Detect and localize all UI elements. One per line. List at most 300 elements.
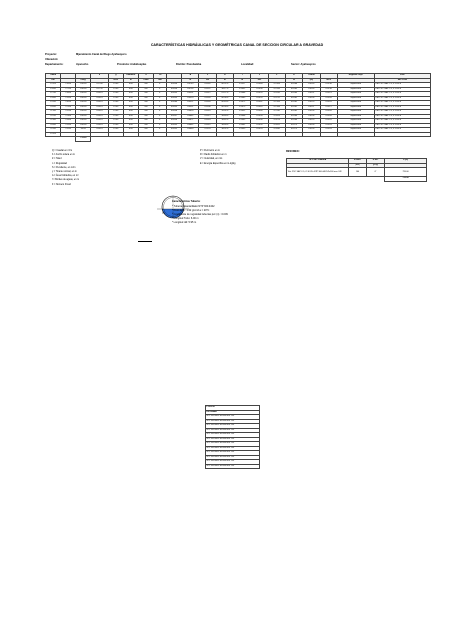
- header-cell: θ: [138, 74, 153, 79]
- blank-cell: [349, 177, 367, 182]
- table-cell: 0.0474: [91, 96, 108, 101]
- header-cell: Clase: [138, 78, 153, 83]
- resumen-subheader: (pulg): [367, 163, 385, 168]
- table-cell: 0.0474: [91, 114, 108, 119]
- table-cell: 0.0280: [285, 119, 302, 124]
- table-cell: 6.00: [123, 128, 138, 133]
- table-cell: 38.62%: [216, 119, 233, 124]
- header-cell: SECCIÓN: [374, 78, 430, 83]
- table-cell: Tub. PVC SAP C-5, 6"-6 KPa: [374, 123, 430, 128]
- pozuta-table: [205, 405, 260, 469]
- legend-item: Z = Talud: [52, 158, 62, 161]
- table-cell: 0.1458: [251, 87, 268, 92]
- table-cell: 6": [154, 105, 167, 110]
- table-cell: 0.0216: [320, 87, 337, 92]
- table-cell: [138, 132, 153, 137]
- legend-item: b = Ancho solera en m: [52, 154, 75, 157]
- table-cell: 0.0705: [182, 87, 199, 92]
- table-cell: 0.2040: [268, 128, 285, 133]
- table-cell: 0.0328: [199, 101, 216, 106]
- table-cell: 6.00: [123, 92, 138, 97]
- table-cell: 38.17%: [216, 87, 233, 92]
- table-cell: [123, 132, 138, 137]
- table-cell: 0.0749: [182, 83, 199, 88]
- table-cell: 0.1475: [234, 105, 251, 110]
- table-cell: 100.00: [76, 87, 91, 92]
- table-cell: 0.0314: [199, 119, 216, 124]
- table-cell: 2+450: [61, 119, 76, 124]
- resumen-cell: 733.00: [385, 168, 427, 177]
- table-cell: 0.0221: [320, 92, 337, 97]
- resumen-table: [286, 158, 427, 182]
- table-cell: 2+450: [46, 123, 61, 128]
- table-cell: 0.0226: [320, 110, 337, 115]
- pozuta-cell: NTP 360.4402 Ø=160 mm. U/F: [206, 442, 260, 447]
- table-cell: 6.00: [123, 123, 138, 128]
- table-cell: 0.0229: [303, 101, 320, 106]
- table-cell: [199, 132, 216, 137]
- table-cell: [303, 132, 320, 137]
- legend-item: f = Bordes de aguas, en m: [52, 179, 80, 182]
- table-cell: [320, 132, 337, 137]
- table-cell: 0.0229: [320, 101, 337, 106]
- resumen-header: Ø inc.: [367, 159, 385, 164]
- table-cell: 2+050: [61, 101, 76, 106]
- resumen-cell: 160: [349, 168, 367, 177]
- header-cell: m: [216, 78, 233, 83]
- table-cell: 15.00: [108, 110, 123, 115]
- table-cell: Tub. PVC SAP C-5, 6"-6 KPa: [374, 128, 430, 133]
- table-cell: 0.0225: [320, 119, 337, 124]
- table-cell: 1+950: [61, 96, 76, 101]
- table-cell: 100.00: [76, 101, 91, 106]
- header-cell: Q: [108, 74, 123, 79]
- table-cell: 0.1484: [251, 83, 268, 88]
- table-cell: 0.0317: [199, 114, 216, 119]
- table-cell: 0.0225: [303, 119, 320, 124]
- table-cell: 0.1430: [251, 119, 268, 124]
- table-cell: Tub. PVC SAP C-5, 6"-6 KPa: [374, 96, 430, 101]
- header-cell: m/s: [251, 78, 268, 83]
- table-cell: 0.0474: [91, 123, 108, 128]
- blank-cell: [46, 137, 76, 142]
- table-cell: 0.0056: [167, 83, 182, 88]
- table-cell: 0.1527: [234, 83, 251, 88]
- table-cell: 0.0327: [199, 92, 216, 97]
- header-cell: P: [199, 74, 216, 79]
- table-cell: 0.0330: [199, 105, 216, 110]
- table-cell: 0.0281: [285, 110, 302, 115]
- table-cell: [154, 132, 167, 137]
- table-cell: 0.0910: [182, 96, 199, 101]
- table-cell: 0.0227: [303, 105, 320, 110]
- table-cell: 0.0056: [167, 87, 182, 92]
- resumen-header: TIPO DE TUBERIA: [287, 159, 349, 164]
- table-cell: 0.0311: [199, 128, 216, 133]
- table-cell: 0.1448: [234, 114, 251, 119]
- table-cell: 160: [138, 87, 153, 92]
- table-cell: 38.84%: [216, 114, 233, 119]
- table-cell: 0.1452: [234, 110, 251, 115]
- table-cell: Tub. PVC SAP C-5, 6"-6 KPa: [374, 92, 430, 97]
- table-cell: 0.1424: [251, 128, 268, 133]
- caracteristica-item: * Longitud Tubo: 6.00 m: [172, 217, 199, 220]
- table-cell: 6": [154, 101, 167, 106]
- departamento-label: Departamento:: [45, 63, 64, 66]
- table-cell: 0.1434: [251, 114, 268, 119]
- table-cell: 0.0279: [285, 128, 302, 133]
- table-cell: 0.0247: [199, 87, 216, 92]
- table-cell: 2+150: [61, 105, 76, 110]
- pozuta-cell: NTP 360.4402 Ø=160 mm. U/F: [206, 437, 260, 442]
- table-cell: 15.00: [108, 92, 123, 97]
- table-cell: 6.00: [123, 114, 138, 119]
- table-cell: 160: [138, 128, 153, 133]
- table-cell: 0.0901: [182, 92, 199, 97]
- table-cell: 0.0221: [303, 92, 320, 97]
- table-cell: 15.00: [108, 101, 123, 106]
- table-cell: 0.0224: [303, 128, 320, 133]
- legend-item: E = Energía Específica en m-kg/kg: [200, 162, 236, 165]
- caracteristica-item: * Peso Esp.: 1.42 g/cm3 a = 20°C: [172, 209, 210, 212]
- legend-symbols-2: [200, 149, 235, 166]
- table-cell: 2+350: [61, 114, 76, 119]
- table-cell: 6.00: [123, 110, 138, 115]
- pozuta-cell: NTP 360.4402 Ø=160 mm. U/F: [206, 446, 260, 451]
- table-cell: Supercrítico: [337, 83, 374, 88]
- table-cell: 0.1455: [251, 92, 268, 97]
- table-cell: 0.0890: [182, 110, 199, 115]
- table-cell: 0.0262: [199, 83, 216, 88]
- table-cell: Tub. PVC SAP C-5, 6"-6 KPa: [374, 119, 430, 124]
- table-cell: 0.1759: [91, 87, 108, 92]
- header-cell: m: [285, 78, 302, 83]
- resumen-header: L (m): [385, 159, 427, 164]
- table-cell: 0.0059: [167, 96, 182, 101]
- table-cell: [182, 132, 199, 137]
- resumen-subheader: (mm): [349, 163, 367, 168]
- table-cell: 0.2290: [268, 92, 285, 97]
- caracteristicas-title: Características Tubería:: [172, 200, 201, 203]
- table-cell: 38.40%: [216, 123, 233, 128]
- table-cell: [337, 132, 374, 137]
- table-cell: 0.1461: [251, 101, 268, 106]
- table-cell: 6.00: [123, 119, 138, 124]
- table-cell: 0.0059: [167, 92, 182, 97]
- caracteristica-item: * Coeficiente de rugosidad tuberías pvc (n) : 0.009: [172, 213, 228, 216]
- sector: Sector: Ayahuaycco: [291, 63, 316, 66]
- table-cell: 0.0226: [303, 96, 320, 101]
- table-cell: 0.2398: [268, 83, 285, 88]
- table-cell: 0.0312: [199, 123, 216, 128]
- legend-item: V = Velocidad, en m/s: [200, 158, 223, 161]
- proyecto-label: Proyecto:: [45, 53, 57, 56]
- resumen-cell: 6": [367, 168, 385, 177]
- table-cell: 0.0285: [285, 87, 302, 92]
- table-cell: 0.2148: [268, 105, 285, 110]
- table-cell: [268, 132, 285, 137]
- pozuta-cell: NTP 360.4402 Ø=160 mm. U/F: [206, 464, 260, 469]
- table-cell: 15.00: [108, 105, 123, 110]
- legend-item: F = Número Froud: [52, 183, 71, 186]
- pozuta-cell: NTP 360.4402 Ø=160 mm. U/F: [206, 455, 260, 460]
- table-cell: 40.58%: [216, 105, 233, 110]
- table-row-last: [46, 132, 431, 137]
- table-cell: 100.00: [76, 83, 91, 88]
- legend-symbols: [52, 149, 79, 187]
- header-cell: (m): [303, 78, 320, 83]
- table-cell: Supercrítico: [337, 96, 374, 101]
- table-cell: 0.0058: [167, 110, 182, 115]
- header-cell: m3/s: [320, 78, 337, 83]
- table-cell: 0.1426: [251, 123, 268, 128]
- table-cell: 0.2196: [268, 101, 285, 106]
- table-cell: [285, 132, 302, 137]
- table-cell: 2+050: [46, 105, 61, 110]
- distrito: Distrito: Pacobamba: [176, 63, 202, 66]
- resumen-cell: Tub. PVC SAP C-5, 6"-6 KPa NTP 360.4402 Ø=160 mm. U/F: [287, 168, 349, 177]
- table-cell: [374, 132, 430, 137]
- table-cell: 0.2074: [268, 119, 285, 124]
- blank-cell: [367, 177, 385, 182]
- pozuta-cell: NTP 360.4402 Ø=160 mm. U/F: [206, 428, 260, 433]
- pozuta-cell: NTP 360.4402 Ø=160 mm. U/F: [206, 424, 260, 429]
- table-cell: Tub. PVC SAP C-5, 6"-6 KPa: [374, 83, 430, 88]
- table-cell: 15.00: [108, 123, 123, 128]
- pozuta-cell: NTP 360.4402 Ø=160 mm. U/F: [206, 433, 260, 438]
- table-cell: 0.0474: [91, 119, 108, 124]
- table-cell: 0.0224: [320, 123, 337, 128]
- table-cell: 39.01%: [216, 110, 233, 115]
- table-cell: Tub. PVC SAP C-5, 6"-6 KPa: [374, 110, 430, 115]
- table-cell: 15.00: [108, 119, 123, 124]
- table-cell: 0.0224: [320, 128, 337, 133]
- table-cell: Supercrítico: [337, 128, 374, 133]
- table-cell: 0.0474: [91, 101, 108, 106]
- table-cell: 0.0226: [320, 114, 337, 119]
- legend-item: y = Tirante normal, en m: [52, 170, 77, 173]
- table-cell: 0.0055: [167, 128, 182, 133]
- table-cell: 40.51%: [216, 83, 233, 88]
- table-cell: 0.1760: [91, 83, 108, 88]
- table-cell: 6": [154, 110, 167, 115]
- table-cell: 0.0280: [285, 114, 302, 119]
- table-cell: 15.00: [108, 114, 123, 119]
- resumen-label: RESUMEN :: [286, 150, 301, 153]
- table-cell: 38.31%: [216, 128, 233, 133]
- table-cell: 6": [154, 87, 167, 92]
- table-cell: Tub. PVC SAP C-5, 6"-6 KPa: [374, 114, 430, 119]
- table-cell: 15.00: [108, 96, 123, 101]
- pozuta-cell: NTP 360.4402 Ø=160 mm. U/F: [206, 419, 260, 424]
- table-cell: 0.0059: [167, 105, 182, 110]
- table-cell: 6": [154, 96, 167, 101]
- table-cell: 2+250: [61, 110, 76, 115]
- table-cell: 1+850: [46, 96, 61, 101]
- table-cell: 15.00: [108, 83, 123, 88]
- table-cell: 1+553: [46, 83, 61, 88]
- table-cell: 6": [154, 123, 167, 128]
- localidad: Localidad:: [241, 63, 254, 66]
- pozuta-header: POZUTA: [206, 406, 260, 411]
- table-cell: 6": [154, 119, 167, 124]
- table-cell: 0.0216: [320, 83, 337, 88]
- table-cell: 2+250: [46, 114, 61, 119]
- table-cell: 2+550: [46, 128, 61, 133]
- table-cell: 6": [154, 92, 167, 97]
- total-row: [46, 137, 431, 142]
- table-cell: 0.2116: [268, 110, 285, 115]
- table-cell: 0.0224: [303, 123, 320, 128]
- header-cell: F: [268, 74, 285, 79]
- table-cell: 0.2093: [268, 114, 285, 119]
- table-cell: 100.00: [76, 96, 91, 101]
- header-cell: V: [251, 74, 268, 79]
- table-cell: 2+550: [61, 123, 76, 128]
- table-cell: Supercrítico: [337, 110, 374, 115]
- table-cell: 0.0056: [167, 119, 182, 124]
- legend-item: n = Rugosidad: [52, 162, 67, 165]
- table-cell: 0.0281: [285, 105, 302, 110]
- table-cell: 0.1465: [251, 105, 268, 110]
- header-cell: T: [234, 74, 251, 79]
- pozuta-cell: NTP 360.4402 Ø=160 mm. U/F: [206, 460, 260, 465]
- divider-line: [138, 241, 152, 242]
- table-cell: 160: [138, 92, 153, 97]
- table-cell: Tub. PVC SAP C-5, 6"-6 KPa: [374, 101, 430, 106]
- proyecto-value: Mjeramiento Canal de Riego Ayahuaycco: [76, 53, 127, 56]
- table-cell: 160: [138, 119, 153, 124]
- table-cell: [167, 132, 182, 137]
- pozuta-cell: NTP 360.4402 Ø=160 mm. U/F: [206, 415, 260, 420]
- legend-item: Q = Caudal en m³/s: [52, 150, 72, 152]
- table-cell: 160: [138, 110, 153, 115]
- table-cell: 0.0882: [182, 114, 199, 119]
- header-cell: Diámetro: [123, 74, 138, 79]
- table-cell: 100.00: [76, 92, 91, 97]
- table-cell: Supercrítico: [337, 101, 374, 106]
- table-cell: 100.00: [76, 114, 91, 119]
- table-cell: 0.0921: [182, 101, 199, 106]
- table-cell: 0.0326: [199, 96, 216, 101]
- table-cell: Supercrítico: [337, 92, 374, 97]
- table-cell: Supercrítico: [337, 123, 374, 128]
- table-cell: 0.0282: [285, 96, 302, 101]
- header-cell: mm: [154, 78, 167, 83]
- table-cell: 0.0474: [91, 105, 108, 110]
- header-cell: m: [234, 78, 251, 83]
- table-cell: 0.0226: [303, 114, 320, 119]
- table-cell: 0.0474: [91, 110, 108, 115]
- table-cell: Tub. PVC SAP C-5, 6"-6 KPa: [374, 105, 430, 110]
- caracteristicas-list: [172, 205, 228, 225]
- table-cell: 1+750: [61, 87, 76, 92]
- header-cell: Long.: [76, 78, 91, 83]
- table-cell: 160: [138, 96, 153, 101]
- table-cell: 6.00: [123, 96, 138, 101]
- table-cell: 40.63%: [216, 101, 233, 106]
- resumen-header: Ø nom.: [349, 159, 367, 164]
- header-cell: PIPE: [374, 74, 430, 79]
- table-cell: 1+553: [46, 132, 61, 137]
- header-cell: m3/s: [108, 78, 123, 83]
- table-cell: 0.1439: [234, 128, 251, 133]
- table-cell: [108, 132, 123, 137]
- table-cell: 160: [138, 83, 153, 88]
- header-cell: Régimen Flujo: [337, 74, 374, 79]
- table-cell: Supercrítico: [337, 105, 374, 110]
- ubicacion-label: Ubicación:: [45, 58, 59, 61]
- pozuta-row: [206, 464, 260, 469]
- legend-item: S = Pendiente, en m/m: [52, 166, 76, 169]
- table-cell: Supercrítico: [337, 87, 374, 92]
- table-cell: 2+150: [46, 110, 61, 115]
- table-cell: 0.0227: [320, 105, 337, 110]
- table-cell: 160: [138, 123, 153, 128]
- table-cell: 0.0279: [285, 123, 302, 128]
- table-cell: 160: [138, 101, 153, 106]
- table-cell: 0.2334: [268, 87, 285, 92]
- table-cell: 0.1441: [234, 123, 251, 128]
- table-cell: [251, 132, 268, 137]
- table-cell: 0.0286: [285, 83, 302, 88]
- table-cell: 0.1455: [251, 96, 268, 101]
- table-cell: 0.0474: [91, 92, 108, 97]
- table-cell: 6": [154, 114, 167, 119]
- table-cell: 6.00: [123, 87, 138, 92]
- table-cell: 100.00: [76, 110, 91, 115]
- total-length: 733.00: [76, 137, 91, 142]
- legend-item: A = Área hidráulica, en m²: [52, 175, 79, 178]
- table-cell: 100.00: [76, 105, 91, 110]
- table-cell: 41.27%: [216, 92, 233, 97]
- page-title: CARACTERÍSTICAS HIDRÁULICAS Y GEOMÉTRICAS CANAL DE SECCION CIRCULAR A GRAVEDAD: [150, 43, 324, 47]
- pipe-yn-label: Yn: [162, 212, 165, 215]
- header-cell: E: [285, 74, 302, 79]
- table-cell: 6": [154, 128, 167, 133]
- table-cell: Tub. PVC SAP C-5, 6"-6 KPa: [374, 87, 430, 92]
- table-cell: 0.1492: [234, 87, 251, 92]
- pozuta-cell: NTP 360.4402 Ø=160 mm. U/F: [206, 451, 260, 456]
- table-cell: 0.1440: [251, 110, 268, 115]
- table-cell: 1+750: [46, 92, 61, 97]
- table-cell: Supercrítico: [337, 114, 374, 119]
- table-cell: 0.2212: [268, 96, 285, 101]
- blank-cell: [287, 177, 349, 182]
- header-cell: m2: [199, 78, 216, 83]
- table-cell: 160: [138, 114, 153, 119]
- table-cell: 15.00: [108, 128, 123, 133]
- header-cell: Km: [46, 78, 61, 83]
- table-cell: 2+593: [61, 128, 76, 133]
- table-cell: 0.0281: [285, 101, 302, 106]
- header-cell: m: [182, 78, 199, 83]
- table-cell: 0.0216: [303, 83, 320, 88]
- table-cell: 2+350: [46, 119, 61, 124]
- resumen-total-row: [287, 177, 427, 182]
- table-cell: 0.0862: [182, 123, 199, 128]
- table-cell: 0.0871: [182, 119, 199, 124]
- table-cell: 43.00: [76, 128, 91, 133]
- table-cell: 100.00: [76, 119, 91, 124]
- caracteristica-item: * Longitud útil: 5.95 m: [172, 221, 197, 224]
- table-cell: Supercrítico: [337, 119, 374, 124]
- legend-item: R = Radio hidráulico en m: [200, 154, 227, 157]
- table-cell: 100.00: [76, 123, 91, 128]
- hydraulic-table: [45, 73, 431, 142]
- header-cell: R: [216, 74, 233, 79]
- resumen-total: 733.00: [385, 177, 427, 182]
